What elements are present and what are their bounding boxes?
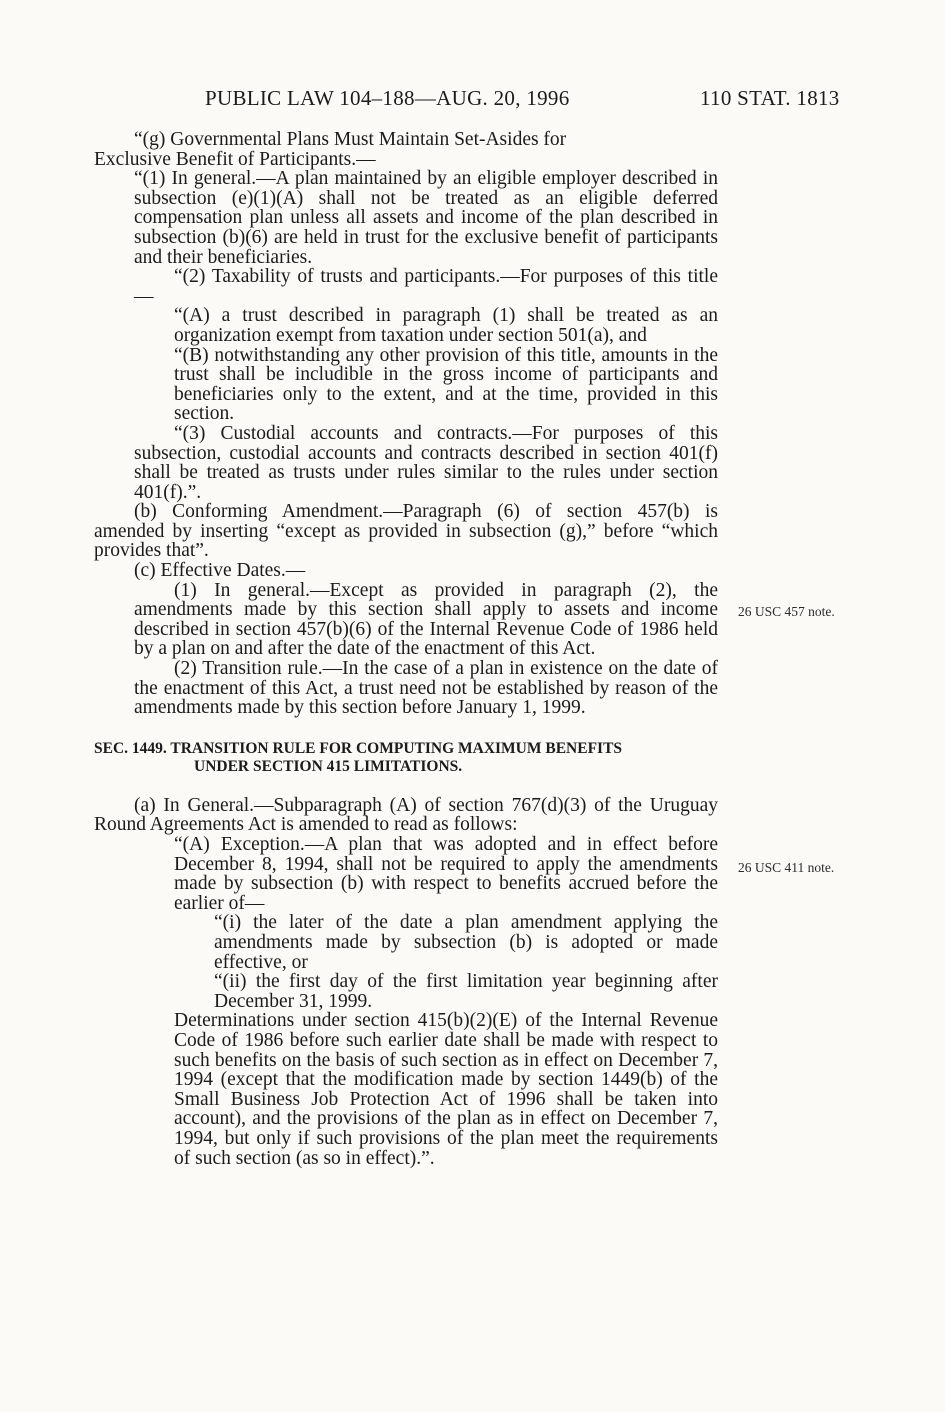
- paragraph-c2: (2) Transition rule.—In the case of a plan in existence on the date of the enactment of this Act, a trust need not be established by reason of the amendments made by this section before January 1, 1999.: [134, 658, 718, 719]
- paragraph-g1: “(1) In general.—A plan maintained by an eligible employer described in subsection (e)(1)(A) shall not be treated as an eligible deferred compensation plan unless all assets and income of the plan described in subsection (b)(6) are held in trust for the exclusive benefit of participants and their beneficiaries.: [134, 168, 718, 268]
- clause-i: “(i) the later of the date a plan amendment applying the amendments made by subsection (b) is adopted or made effective, or: [214, 912, 718, 973]
- paragraph-g2B: “(B) notwithstanding any other provision of this title, amounts in the trust shall be includible in the gross income of participants and beneficiaries only to the extent, and at the time, provided in this section.: [174, 344, 718, 425]
- running-head-title: PUBLIC LAW 104–188—AUG. 20, 1996: [205, 86, 570, 110]
- running-head-page: 110 STAT. 1813: [700, 86, 840, 110]
- paragraph-c1: (1) In general.—Except as provided in paragraph (2), the amendments made by this section shall apply to assets and income described in section 457(b)(6) of the Internal Revenue Code of 1986 held by a plan on and after the date of the enactment of this Act.: [134, 579, 718, 660]
- margin-note-usc-411: 26 USC 411 note.: [738, 860, 835, 875]
- paragraph-g2A: “(A) a trust described in paragraph (1) shall be treated as an organization exempt from taxation under section 501(a), and: [174, 305, 718, 346]
- document-body: [94, 130, 718, 1168]
- paragraph-g2: “(2) Taxability of trusts and participants.—For purposes of this title—: [134, 266, 718, 307]
- subsection-g-heading: “(g) Governmental Plans Must Maintain Set-Asides for Exclusive Benefit of Participants.—: [94, 129, 567, 170]
- subsection-a: (a) In General.—Subparagraph (A) of section 767(d)(3) of the Uruguay Round Agreements Act is amended to read as follows:: [94, 794, 718, 836]
- paragraph-g3: “(3) Custodial accounts and contracts.—For purposes of this subsection, custodial accounts and contracts described in section 401(f) shall be treated as trusts under rules similar to the rules under section 401(f).”.: [134, 422, 718, 503]
- subsection-b: (b) Conforming Amendment.—Paragraph (6) of section 457(b) is amended by inserting “except as provided in subsection (g),” before “which provides that”.: [94, 501, 718, 562]
- subsection-c-heading: (c) Effective Dates.—: [134, 560, 306, 582]
- clause-ii: “(ii) the first day of the first limitation year beginning after December 31, 1999.: [214, 971, 718, 1012]
- section-1449-heading: SEC. 1449. TRANSITION RULE FOR COMPUTING MAXIMUM BENEFITS UNDER SECTION 415 LIMITATIONS.: [94, 739, 623, 775]
- subparagraph-A-exception: “(A) Exception.—A plan that was adopted and in effect before December 8, 1994, shall not be required to apply the amendments made by subsection (b) with respect to benefits accrued before the earlier of—: [174, 834, 718, 914]
- determinations-paragraph: Determinations under section 415(b)(2)(E) of the Internal Revenue Code of 1986 before such earlier date shall be made with respect to such benefits on the basis of such section as in effect on December 7, 1994 (except that the modification made by section 1449(b) of the Small Business Job Protection Act of 1996 shall be taken into account), and the provisions of the plan as in effect on December 7, 1994, but only if such provisions of the plan meet the requirements of such section (as so in effect).”.: [174, 1010, 718, 1169]
- margin-note-usc-457: 26 USC 457 note.: [738, 604, 835, 619]
